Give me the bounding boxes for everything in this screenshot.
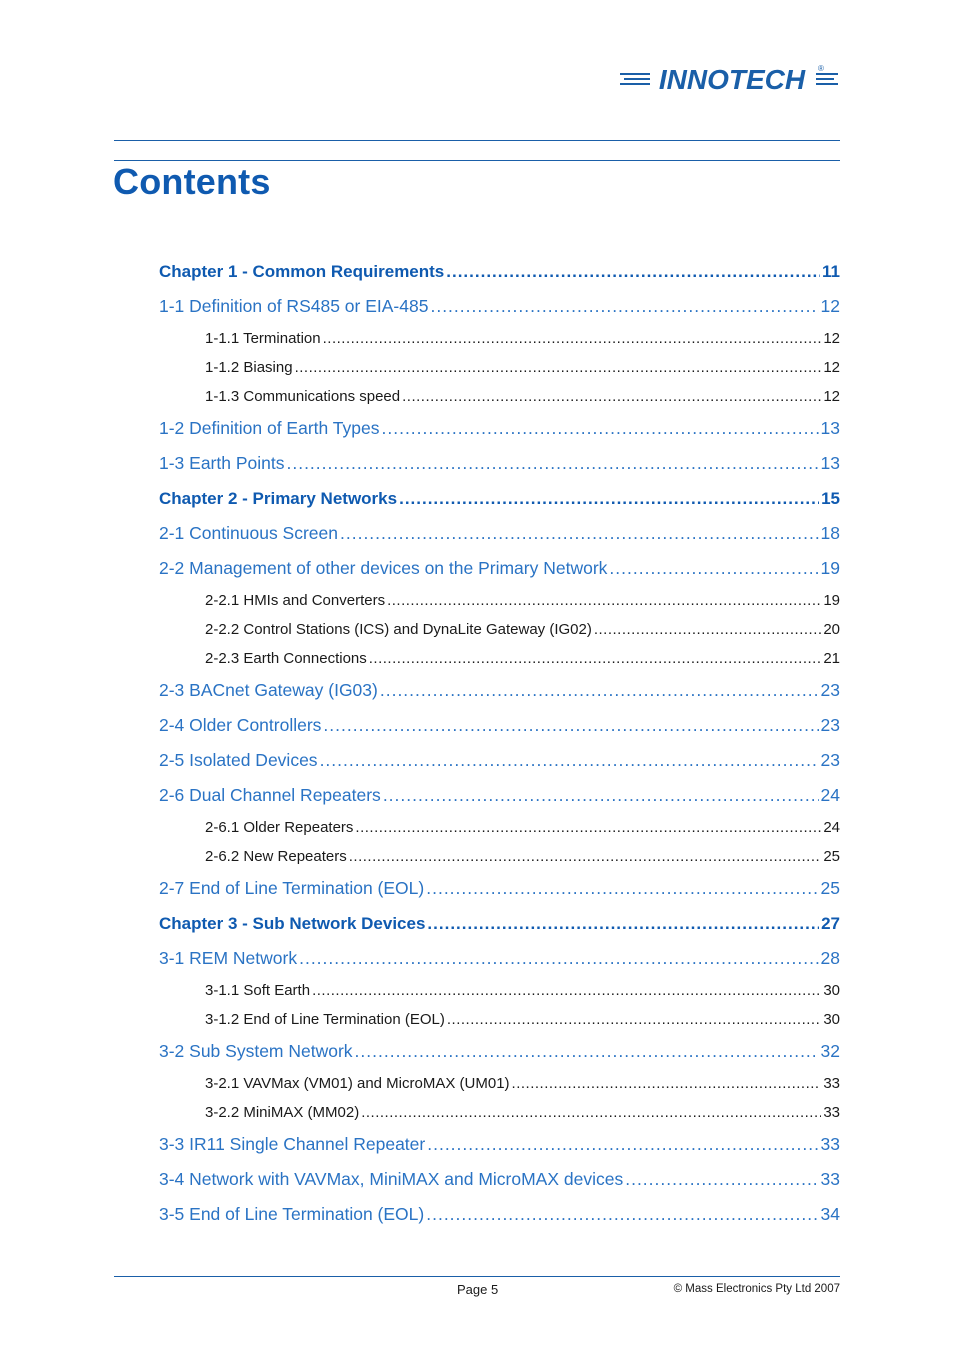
toc-dot-leader bbox=[355, 1034, 819, 1069]
toc-entry-label: 3-1.2 End of Line Termination (EOL) bbox=[205, 1011, 445, 1028]
toc-entry-label: 2-2.1 HMIs and Converters bbox=[205, 592, 386, 609]
table-of-contents bbox=[159, 254, 840, 1232]
toc-dot-leader bbox=[430, 289, 818, 324]
toc-entry-page: 28 bbox=[820, 948, 840, 968]
toc-entry-page: 11 bbox=[822, 262, 840, 281]
toc-dot-leader bbox=[427, 906, 819, 941]
toc-entry-sub[interactable] bbox=[159, 615, 840, 644]
toc-entry-page: 34 bbox=[820, 1204, 840, 1224]
toc-entry-page: 32 bbox=[820, 1041, 840, 1061]
toc-entry-page: 12 bbox=[823, 330, 840, 347]
toc-entry-label: 3-1.1 Soft Earth bbox=[205, 982, 311, 999]
toc-entry-label: 1-2 Definition of Earth Types bbox=[159, 418, 380, 438]
toc-dot-leader bbox=[387, 586, 821, 615]
toc-entry-section[interactable] bbox=[159, 1034, 840, 1069]
toc-entry-section[interactable] bbox=[159, 1197, 840, 1232]
toc-entry-page: 25 bbox=[820, 878, 840, 898]
toc-dot-leader bbox=[380, 673, 819, 708]
toc-entry-label: 1-1 Definition of RS485 or EIA-485 bbox=[159, 296, 429, 316]
toc-entry-label: Chapter 3 - Sub Network Devices bbox=[159, 914, 426, 933]
toc-entry-label: 2-6.2 New Repeaters bbox=[205, 848, 347, 865]
toc-entry-section[interactable] bbox=[159, 778, 840, 813]
toc-entry-page: 23 bbox=[820, 680, 840, 700]
toc-dot-leader bbox=[295, 353, 822, 382]
toc-dot-leader bbox=[447, 1005, 821, 1034]
toc-dot-leader bbox=[299, 941, 818, 976]
toc-entry-label: 3-4 Network with VAVMax, MiniMAX and MicroMAX devices bbox=[159, 1169, 624, 1189]
toc-dot-leader bbox=[594, 615, 821, 644]
toc-entry-label: 2-6.1 Older Repeaters bbox=[205, 819, 354, 836]
toc-entry-sub[interactable] bbox=[159, 644, 840, 673]
toc-entry-label: Chapter 2 - Primary Networks bbox=[159, 489, 398, 508]
toc-entry-section[interactable] bbox=[159, 446, 840, 481]
toc-entry-chapter[interactable] bbox=[159, 906, 840, 941]
toc-entry-label: 2-6 Dual Channel Repeaters bbox=[159, 785, 381, 805]
toc-entry-sub[interactable] bbox=[159, 813, 840, 842]
toc-dot-leader bbox=[286, 446, 818, 481]
footer-page-number: Page 5 bbox=[457, 1282, 499, 1297]
toc-entry-section[interactable] bbox=[159, 551, 840, 586]
toc-entry-sub[interactable] bbox=[159, 976, 840, 1005]
toc-dot-leader bbox=[625, 1162, 818, 1197]
registered-mark: ® bbox=[818, 64, 824, 73]
toc-dot-leader bbox=[355, 813, 821, 842]
toc-entry-page: 19 bbox=[823, 592, 840, 609]
toc-dot-leader bbox=[426, 871, 818, 906]
toc-entry-page: 33 bbox=[820, 1134, 840, 1154]
innotech-logo-mark bbox=[620, 62, 842, 96]
toc-entry-page: 33 bbox=[823, 1104, 840, 1121]
toc-entry-sub[interactable] bbox=[159, 324, 840, 353]
toc-dot-leader bbox=[426, 1197, 818, 1232]
toc-entry-page: 21 bbox=[823, 650, 840, 667]
toc-entry-page: 13 bbox=[820, 418, 840, 438]
toc-entry-page: 33 bbox=[823, 1075, 840, 1092]
toc-entry-label: 3-2.1 VAVMax (VM01) and MicroMAX (UM01) bbox=[205, 1075, 510, 1092]
footer-copyright: © Mass Electronics Pty Ltd 2007 bbox=[673, 1283, 840, 1295]
toc-entry-page: 33 bbox=[820, 1169, 840, 1189]
toc-entry-section[interactable] bbox=[159, 516, 840, 551]
toc-entry-label: Chapter 1 - Common Requirements bbox=[159, 262, 445, 281]
toc-entry-label: 2-1 Continuous Screen bbox=[159, 523, 338, 543]
toc-dot-leader bbox=[399, 481, 819, 516]
toc-entry-sub[interactable] bbox=[159, 1005, 840, 1034]
toc-dot-leader bbox=[349, 842, 822, 871]
footer-rule bbox=[114, 1276, 840, 1277]
toc-entry-label: 1-1.2 Biasing bbox=[205, 359, 293, 376]
toc-entry-sub[interactable] bbox=[159, 842, 840, 871]
logo-wordmark: INNOTECH bbox=[658, 64, 806, 95]
toc-entry-page: 20 bbox=[823, 621, 840, 638]
toc-dot-leader bbox=[427, 1127, 818, 1162]
toc-entry-label: 2-2.3 Earth Connections bbox=[205, 650, 367, 667]
toc-dot-leader bbox=[512, 1069, 822, 1098]
toc-entry-label: 2-5 Isolated Devices bbox=[159, 750, 318, 770]
toc-entry-page: 30 bbox=[823, 982, 840, 999]
toc-entry-label: 1-3 Earth Points bbox=[159, 453, 285, 473]
innotech-logo bbox=[620, 62, 842, 96]
toc-entry-page: 24 bbox=[823, 819, 840, 836]
toc-entry-page: 12 bbox=[820, 296, 840, 316]
toc-entry-label: 3-1 REM Network bbox=[159, 948, 298, 968]
toc-entry-sub[interactable] bbox=[159, 353, 840, 382]
toc-entry-page: 23 bbox=[820, 750, 840, 770]
toc-entry-sub[interactable] bbox=[159, 1098, 840, 1127]
toc-entry-label: 3-2 Sub System Network bbox=[159, 1041, 353, 1061]
toc-entry-page: 27 bbox=[821, 914, 840, 933]
toc-entry-label: 2-4 Older Controllers bbox=[159, 715, 322, 735]
toc-entry-section[interactable] bbox=[159, 941, 840, 976]
toc-entry-label: 2-2 Management of other devices on the Primary Network bbox=[159, 558, 608, 578]
toc-entry-sub[interactable] bbox=[159, 1069, 840, 1098]
toc-entry-label: 3-2.2 MiniMAX (MM02) bbox=[205, 1104, 360, 1121]
toc-dot-leader bbox=[312, 976, 821, 1005]
toc-dot-leader bbox=[361, 1098, 821, 1127]
toc-dot-leader bbox=[323, 708, 818, 743]
toc-entry-page: 23 bbox=[820, 715, 840, 735]
toc-entry-page: 19 bbox=[820, 558, 840, 578]
toc-entry-page: 18 bbox=[820, 523, 840, 543]
toc-entry-section[interactable] bbox=[159, 708, 840, 743]
toc-entry-label: 2-7 End of Line Termination (EOL) bbox=[159, 878, 425, 898]
toc-entry-page: 13 bbox=[820, 453, 840, 473]
toc-entry-sub[interactable] bbox=[159, 382, 840, 411]
toc-entry-label: 2-3 BACnet Gateway (IG03) bbox=[159, 680, 378, 700]
toc-entry-section[interactable] bbox=[159, 871, 840, 906]
toc-entry-section[interactable] bbox=[159, 411, 840, 446]
toc-entry-chapter[interactable] bbox=[159, 254, 840, 289]
toc-dot-leader bbox=[383, 778, 819, 813]
toc-dot-leader bbox=[323, 324, 822, 353]
toc-entry-section[interactable] bbox=[159, 1162, 840, 1197]
toc-entry-sub[interactable] bbox=[159, 586, 840, 615]
toc-dot-leader bbox=[446, 254, 820, 289]
toc-entry-section[interactable] bbox=[159, 673, 840, 708]
toc-entry-page: 30 bbox=[823, 1011, 840, 1028]
toc-entry-page: 12 bbox=[823, 388, 840, 405]
toc-dot-leader bbox=[369, 644, 822, 673]
toc-entry-section[interactable] bbox=[159, 1127, 840, 1162]
header-rule-top bbox=[114, 140, 840, 141]
toc-entry-section[interactable] bbox=[159, 743, 840, 778]
toc-entry-chapter[interactable] bbox=[159, 481, 840, 516]
toc-entry-page: 24 bbox=[820, 785, 840, 805]
toc-entry-label: 3-5 End of Line Termination (EOL) bbox=[159, 1204, 425, 1224]
toc-dot-leader bbox=[320, 743, 819, 778]
toc-entry-label: 1-1.1 Termination bbox=[205, 330, 321, 347]
toc-dot-leader bbox=[402, 382, 821, 411]
toc-entry-label: 2-2.2 Control Stations (ICS) and DynaLite Gateway (IG02) bbox=[205, 621, 592, 638]
toc-dot-leader bbox=[340, 516, 819, 551]
toc-entry-section[interactable] bbox=[159, 289, 840, 324]
toc-entry-page: 15 bbox=[821, 489, 840, 508]
toc-entry-page: 12 bbox=[823, 359, 840, 376]
toc-dot-leader bbox=[382, 411, 819, 446]
toc-entry-label: 3-3 IR11 Single Channel Repeater bbox=[159, 1134, 426, 1154]
toc-dot-leader bbox=[609, 551, 818, 586]
toc-entry-label: 1-1.3 Communications speed bbox=[205, 388, 401, 405]
toc-entry-page: 25 bbox=[823, 848, 840, 865]
page-title: Contents bbox=[113, 161, 271, 202]
